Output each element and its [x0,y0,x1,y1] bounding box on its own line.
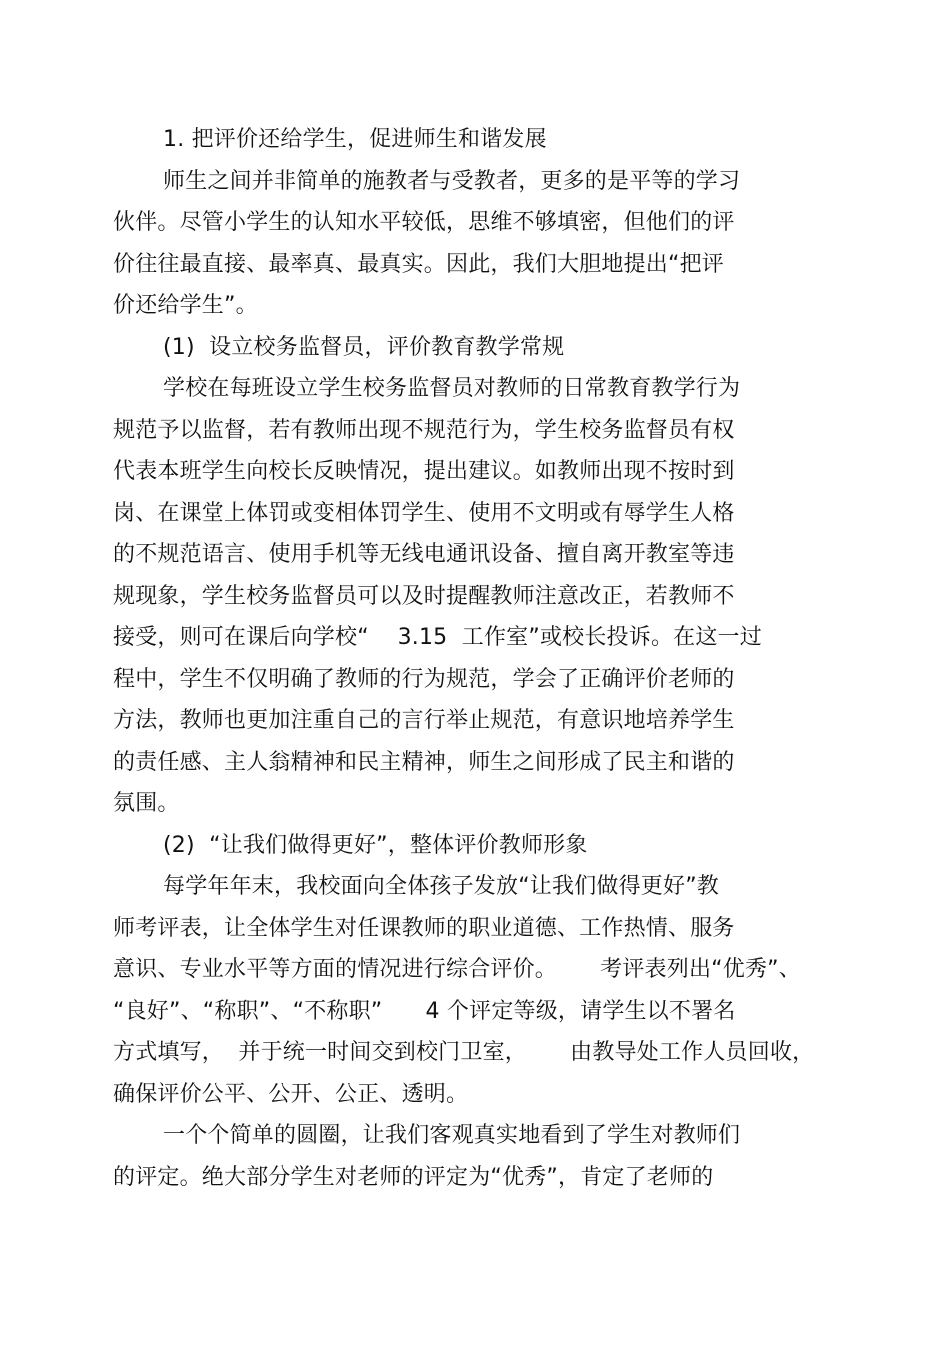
subsection-heading: (2) “让我们做得更好”，整体评价教师形象 [163,833,588,858]
paragraph-line: 价往往最直接、最率真、最真实。因此，我们大胆地提出“把评 [113,252,724,277]
paragraph-line: 的评定。绝大部分学生对老师的评定为“优秀”，肯定了老师的 [113,1165,714,1190]
paragraph-line: 规现象，学生校务监督员可以及时提醒教师注意改正，若教师不 [113,584,735,609]
paragraph-line: 师生之间并非简单的施教者与受教者，更多的是平等的学习 [163,169,741,194]
paragraph-line: 一个个简单的圆圈，让我们客观真实地看到了学生对教师们 [163,1123,741,1148]
paragraph-line: 岗、在课堂上体罚或变相体罚学生、使用不文明或有辱学生人格 [113,501,735,526]
subsection-heading: (1) 设立校务监督员，评价教育教学常规 [163,335,565,360]
paragraph-line: 氛围。 [113,791,180,816]
paragraph-line: 价还给学生”。 [113,293,258,318]
section-heading: 1. 把评价还给学生，促进师生和谐发展 [163,127,547,152]
paragraph-line: 接受，则可在课后向学校“ 3.15 工作室”或校长投诉。在这一过 [113,625,762,650]
paragraph-line: 方法，教师也更加注重自己的言行举止规范，有意识地培养学生 [113,708,735,733]
paragraph-line: 学校在每班设立学生校务监督员对教师的日常教育教学行为 [163,376,741,401]
paragraph-line: 伙伴。尽管小学生的认知水平较低，思维不够填密，但他们的评 [113,210,735,235]
paragraph-line: 程中，学生不仅明确了教师的行为规范，学会了正确评价老师的 [113,667,735,692]
paragraph-line: 代表本班学生向校长反映情况，提出建议。如教师出现不按时到 [113,459,735,484]
paragraph-line: 规范予以监督，若有教师出现不规范行为，学生校务监督员有权 [113,418,735,443]
paragraph-line: “良好”、“称职”、“不称职” 4 个评定等级，请学生以不署名 [113,999,736,1024]
paragraph-line: 每学年年末，我校面向全体孩子发放“让我们做得更好”教 [163,874,719,899]
paragraph-line: 的不规范语言、使用手机等无线电通讯设备、擅自离开教室等违 [113,542,735,567]
paragraph-line: 方式填写， 并于统一时间交到校门卫室， 由教导处工作人员回收， [113,1040,815,1065]
paragraph-line: 的责任感、主人翁精神和民主精神，师生之间形成了民主和谐的 [113,750,735,775]
paragraph-line: 意识、专业水平等方面的情况进行综合评价。 考评表列出“优秀”、 [113,957,801,982]
paragraph-line: 师考评表，让全体学生对任课教师的职业道德、工作热情、服务 [113,916,735,941]
paragraph-line: 确保评价公平、公开、公正、透明。 [113,1082,469,1107]
